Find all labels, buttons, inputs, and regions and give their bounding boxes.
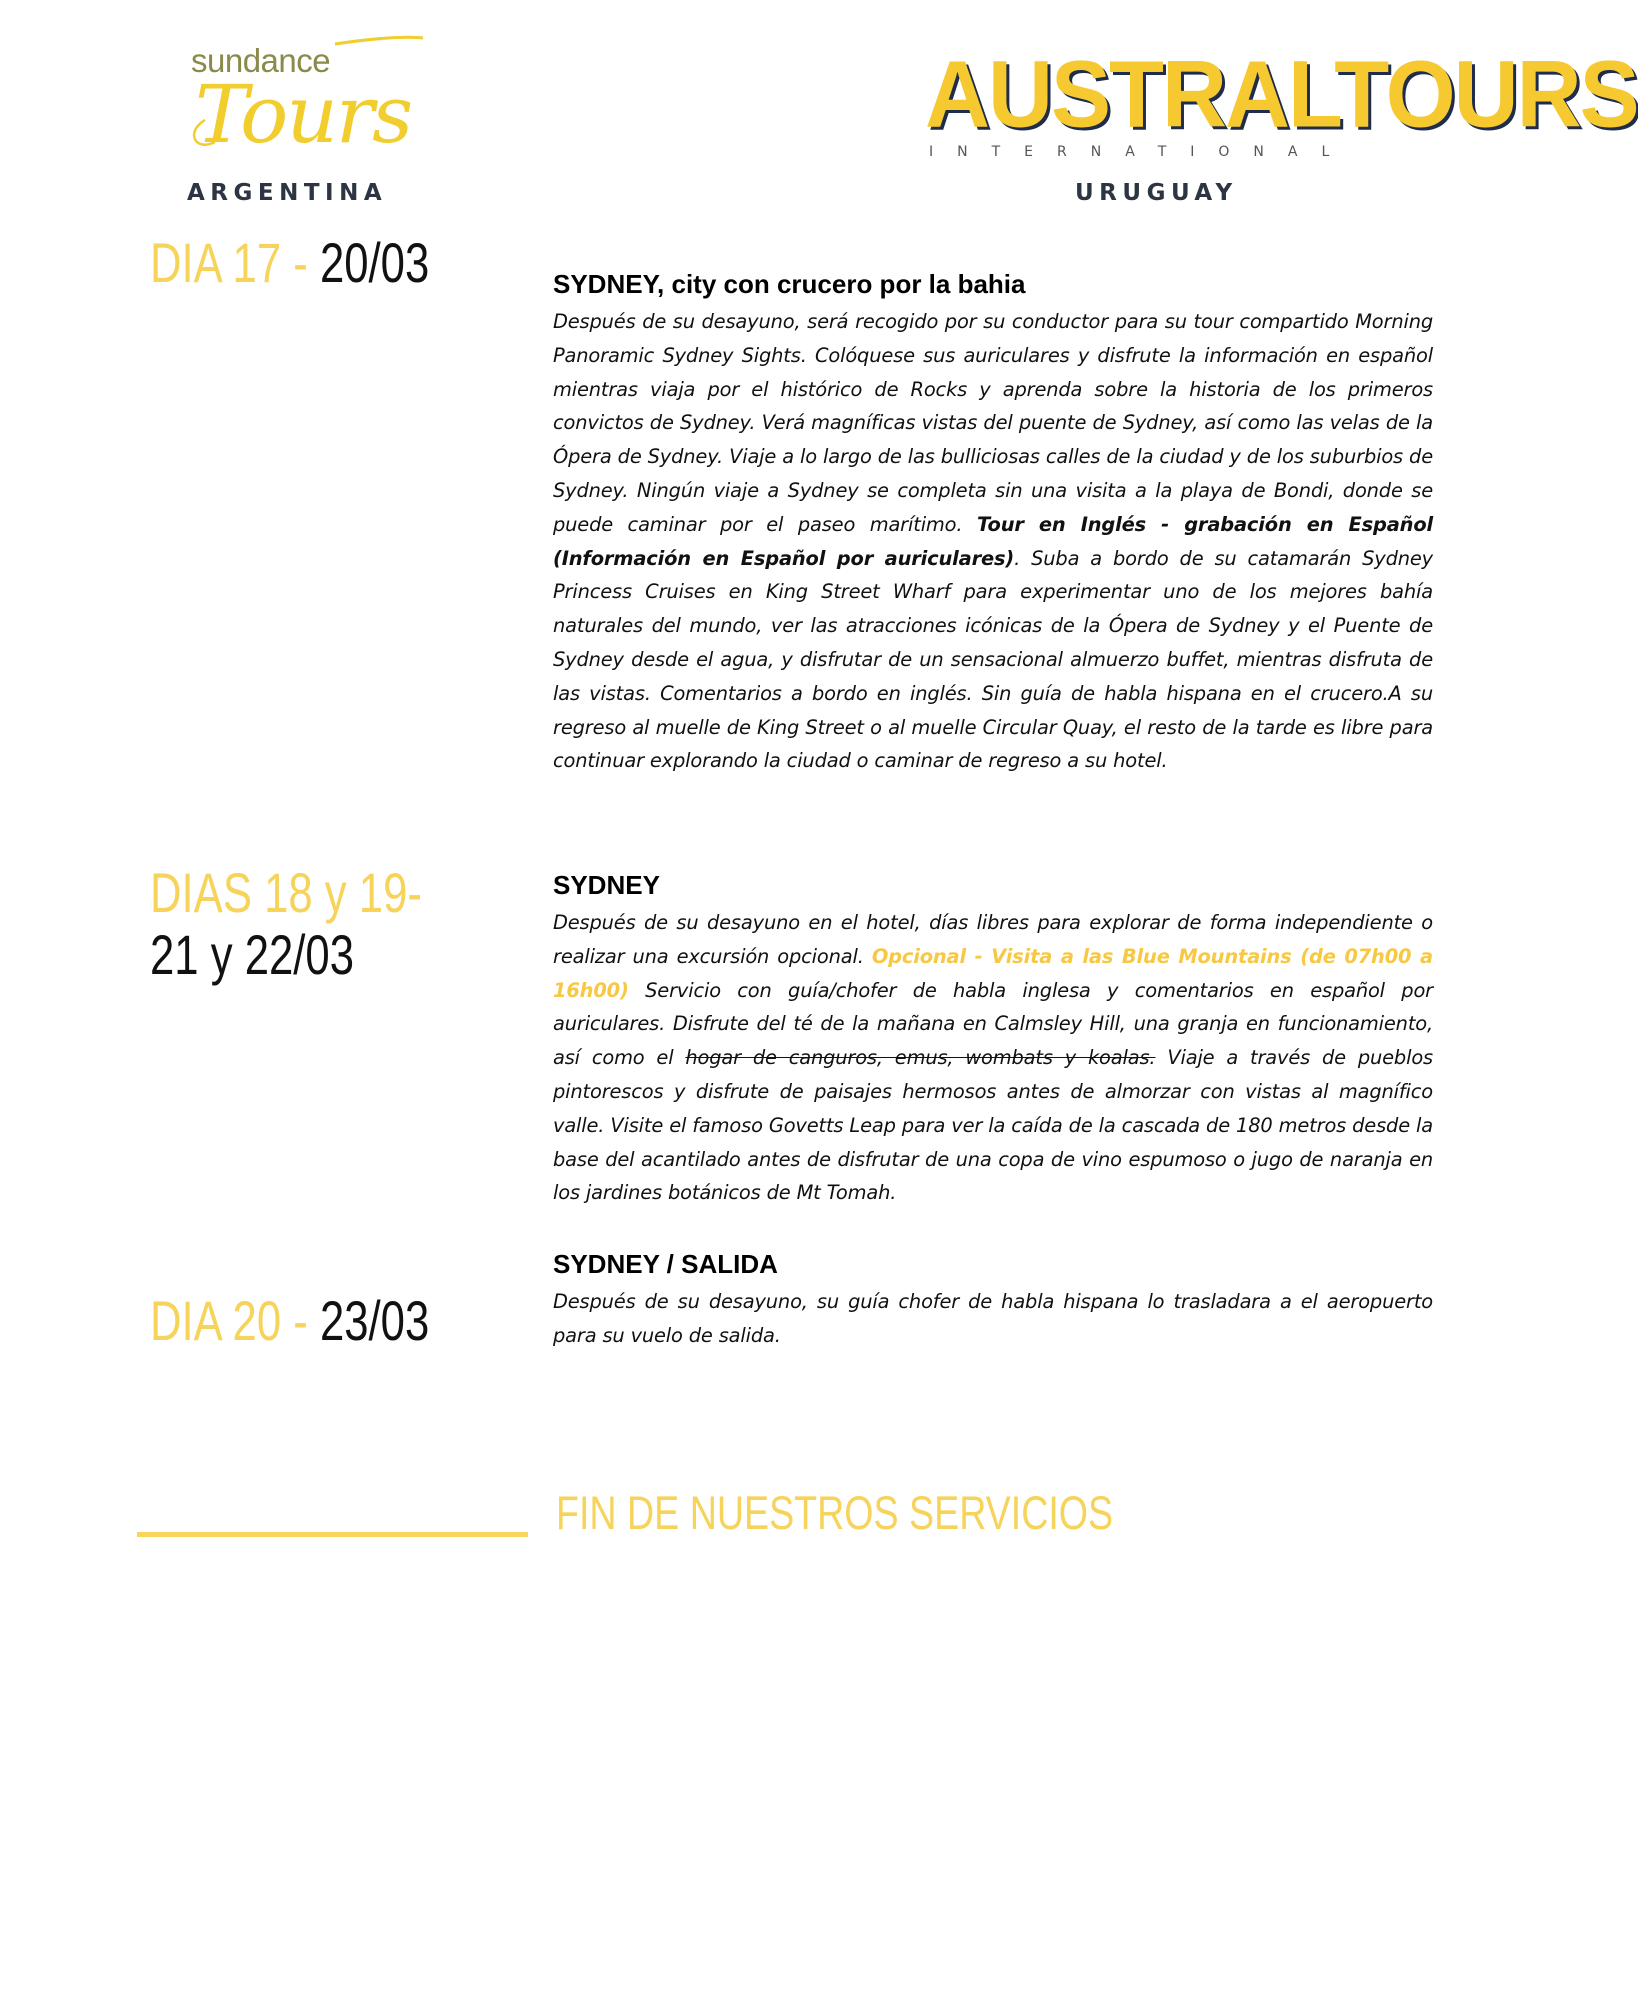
day-prefix: DIA 20 - <box>150 1289 320 1352</box>
body-text: Servicio con guía/chofer de habla inglesa y comentarios en español por auriculares. Disfrute del té de la mañana en Calmsley Hill, una granja en funcionamiento, así como el <box>553 978 1433 1070</box>
section-body <box>553 305 1433 778</box>
body-text: Viaje a través de pueblos pintorescos y disfrute de paisajes hermosos antes de almorzar con vistas al magnífico valle. Visite el famoso Govetts Leap para ver la caída de la cascada de 180 metros desde la base del acantilado antes de disfrutar de una copa de vino espumoso o jugo de naranja en los jardines botánicos de Mt Tomah. <box>553 1046 1433 1205</box>
section-body <box>553 906 1433 1210</box>
day-label-18-19 <box>150 862 422 986</box>
footer-end-of-services: FIN DE NUESTROS SERVICIOS <box>556 1486 1114 1539</box>
sundance-wordmark: sundance <box>191 42 331 79</box>
day-date: 21 y 22/03 <box>150 923 355 986</box>
tours-script-wordmark: Tours <box>195 68 412 161</box>
section-title: SYDNEY, city con crucero por la bahia <box>553 269 1026 299</box>
section-days-18-19 <box>553 868 1433 1210</box>
international-subtitle: INTERNATIONAL <box>929 144 1354 160</box>
body-text: Después de su desayuno, será recogido por su conductor para su tour compartido Morning Panoramic Sydney Sights. Colóquese sus auriculares y disfrute la información en español mientras viaja por el histórico de Rocks y aprenda sobre la historia de los primeros convictos de Sydney. Verá magníficas vistas del puente de Sydney, así como las velas de la Ópera de Sydney. Viaje a lo largo de las bulliciosas calles de la ciudad y de los suburbios de Sydney. Ningún viaje a Sydney se completa sin una visita a la playa de Bondi, donde se puede caminar por el paseo marítimo. <box>553 310 1433 536</box>
struck-text: hogar de canguros, emus, wombats y koalas. <box>685 1046 1156 1070</box>
sundance-tours-logo <box>185 32 425 212</box>
body-text: Después de su desayuno en el hotel, días libres para explorar de forma independiente o realizar una excursión opcional. <box>553 911 1433 968</box>
day-prefix: DIAS 18 y 19- <box>150 861 422 924</box>
day-date: 23/03 <box>319 1289 430 1352</box>
day-date: 20/03 <box>319 231 430 294</box>
day-label-17 <box>150 232 429 294</box>
body-text: . Suba a bordo de su catamarán Sydney Princess Cruises en King Street Wharf para experimentar uno de los mejores bahía naturales del mundo, ver las atracciones icónicas de la Ópera de Sydney y el Puente de Sydney desde el agua, y disfrutar de un sensacional almuerzo buffet, mientras disfruta de las vistas. Comentarios a bordo en inglés. Sin guía de habla hispana en el crucero.A su regreso al muelle de King Street o al muelle Circular Quay, el resto de la tarde es libre para continuar explorando la ciudad o caminar de regreso a su hotel. <box>553 546 1433 773</box>
australtours-logo <box>925 42 1638 215</box>
australtours-wordmark: AUSTRALTOURS <box>925 42 1638 148</box>
optional-excursion-highlight: Opcional - Visita a las Blue Mountains (de 07h00 a 16h00) <box>553 944 1433 1002</box>
section-title: SYDNEY / SALIDA <box>553 1249 778 1279</box>
section-day-20 <box>553 1247 1433 1353</box>
footer-divider-line <box>137 1532 528 1537</box>
country-label-argentina: ARGENTINA <box>187 180 388 206</box>
section-body: Después de su desayuno, su guía chofer de habla hispana lo trasladara a el aeropuerto para su vuelo de salida. <box>553 1290 1433 1347</box>
body-bold-note: Tour en Inglés - grabación en Español (Información en Español por auriculares) <box>553 512 1434 570</box>
day-prefix: DIA 17 - <box>150 231 320 294</box>
section-title: SYDNEY <box>553 870 660 900</box>
country-label-uruguay: URUGUAY <box>1075 180 1238 206</box>
day-label-20 <box>150 1290 429 1352</box>
section-day-17 <box>553 267 1433 778</box>
